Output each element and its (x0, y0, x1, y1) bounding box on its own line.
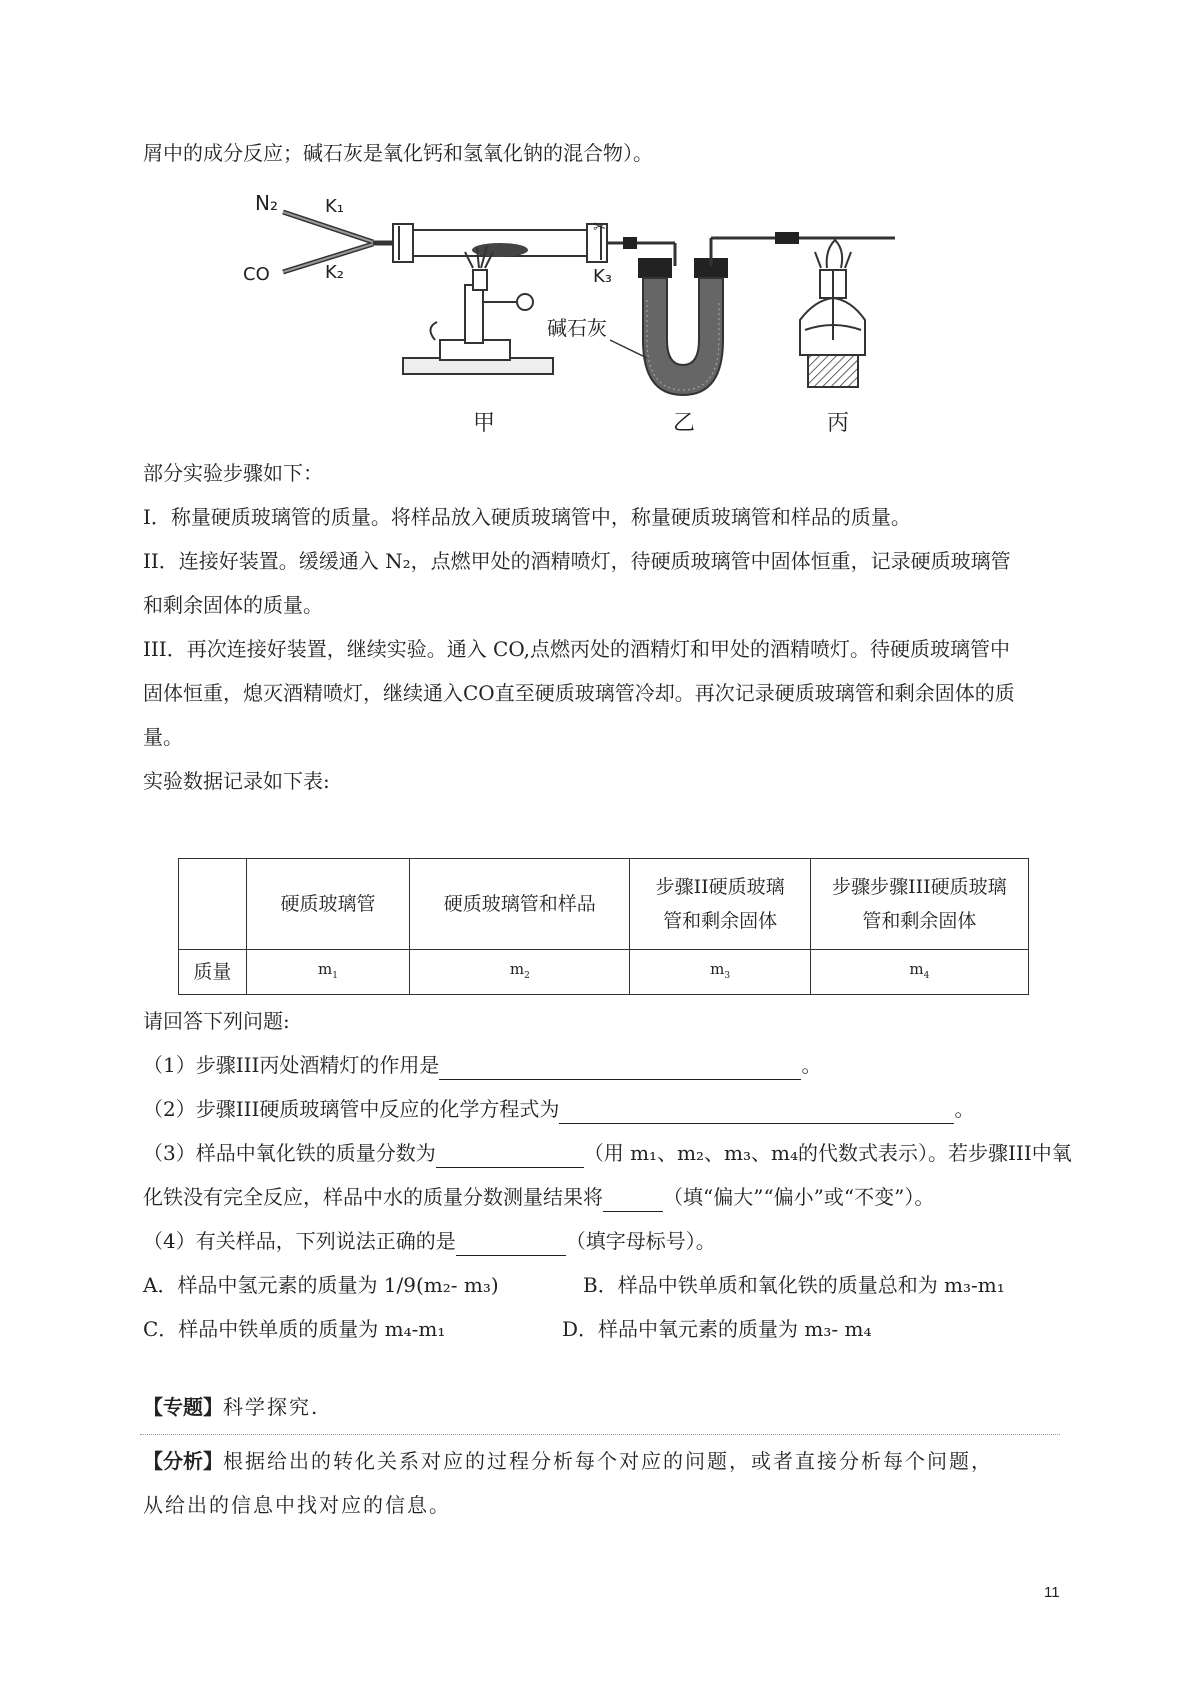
question-4-text: （4）有关样品，下列说法正确的是 (143, 1229, 456, 1253)
option-b: B．样品中铁单质和氧化铁的质量总和为 m₃-m₁ (583, 1273, 1005, 1297)
question-3b-text: 化铁没有完全反应，样品中水的质量分数测量结果将 (143, 1185, 603, 1209)
question-3 (143, 1138, 1072, 1168)
table-header-text: 步骤II硬质玻璃 (655, 876, 785, 898)
answer-blank-3[interactable] (436, 1145, 584, 1168)
question-2-text: （2）步骤III硬质玻璃管中反应的化学方程式为 (143, 1097, 560, 1121)
step-2-line-1: II．连接好装置。缓缓通入 N₂，点燃甲处的酒精喷灯，待硬质玻璃管中固体恒重，记录硬质玻璃管 (143, 549, 1011, 573)
answer-blank-3b[interactable] (603, 1189, 663, 1212)
k3-label: K₃ (593, 266, 613, 287)
question-3-cont (143, 1182, 934, 1212)
question-1-end: 。 (801, 1053, 822, 1077)
blowtorch (403, 246, 553, 374)
co-label: CO (243, 264, 270, 285)
topic-tag: 【专题】 (143, 1395, 223, 1419)
table-header-cell: 硬质玻璃管 (246, 859, 409, 950)
question-4-hint: （填字母标号）。 (565, 1229, 716, 1253)
question-2 (143, 1094, 974, 1124)
table-header-cell (630, 859, 810, 950)
page-number: 11 (1044, 1584, 1060, 1601)
answer-blank-4[interactable] (456, 1233, 566, 1256)
option-a: A．样品中氢元素的质量为 1/9(m₂- m₃) (143, 1273, 499, 1297)
topic-line (143, 1392, 319, 1422)
option-c: C．样品中铁单质的质量为 m₄-m₁ (143, 1317, 446, 1341)
jia-label: 甲 (473, 411, 496, 436)
table-header-cell (810, 859, 1028, 950)
analysis-tag: 【分析】 (143, 1449, 223, 1473)
yi-label: 乙 (673, 411, 696, 436)
question-4 (143, 1226, 716, 1256)
table-row-label: 质量 (179, 950, 247, 995)
step-2-line-2: 和剩余固体的质量。 (143, 593, 323, 617)
data-table (178, 858, 1029, 995)
table-cell-m1: $m_1$ (246, 950, 409, 995)
bing-label: 丙 (827, 411, 850, 436)
u-tube (638, 258, 728, 395)
table-header-text: 管和剩余固体 (663, 910, 778, 932)
table-header-text: 管和剩余固体 (862, 910, 977, 932)
intro-line: 屑中的成分反应；碱石灰是氧化钙和氢氧化钠的混合物）。 (143, 141, 653, 165)
table-row (179, 950, 1029, 995)
answer-blank-1[interactable] (439, 1057, 801, 1080)
question-3-text: （3）样品中氧化铁的质量分数为 (143, 1141, 436, 1165)
table-cell-m4: $m_4$ (810, 950, 1028, 995)
step-3-line-3: 量。 (143, 725, 183, 749)
table-cell-m3: $m_3$ (630, 950, 810, 995)
table-header-text: 步骤步骤III硬质玻璃 (832, 876, 1007, 898)
soda-lime-label: 碱石灰 (547, 316, 607, 340)
k2-label: K₂ (325, 262, 345, 283)
table-cell-m2: $m_2$ (410, 950, 630, 995)
option-d: D．样品中氧元素的质量为 m₃- m₄ (562, 1317, 872, 1341)
table-header-cell (179, 859, 247, 950)
step-3-line-2: 固体恒重，熄灭酒精喷灯，继续通入CO直至硬质玻璃管冷却。再次记录硬质玻璃管和剩余固体的质 (143, 681, 1015, 705)
question-1 (143, 1050, 821, 1080)
n2-label: N₂ (255, 191, 278, 215)
questions-heading: 请回答下列问题: (143, 1009, 290, 1033)
step-3-line-1: III．再次连接好装置，继续实验。通入 CO,点燃丙处的酒精灯和甲处的酒精喷灯。待硬质玻璃管中 (143, 637, 1010, 661)
analysis-line-1 (143, 1446, 993, 1476)
analysis-text: 根据给出的转化关系对应的过程分析每个对应的问题，或者直接分析每个问题， (223, 1449, 993, 1473)
question-2-end: 。 (954, 1097, 975, 1121)
alcohol-lamp (800, 240, 865, 387)
answer-blank-2[interactable] (559, 1101, 954, 1124)
table-header-row (179, 859, 1029, 950)
question-1-text: （1）步骤III丙处酒精灯的作用是 (143, 1053, 440, 1077)
table-header-cell: 硬质玻璃管和样品 (410, 859, 630, 950)
step-1: Ⅰ．称量硬质玻璃管的质量。将样品放入硬质玻璃管中，称量硬质玻璃管和样品的质量。 (143, 505, 911, 529)
question-3-hint: （用 m₁、m₂、m₃、m₄的代数式表示）。若步骤III中氧 (583, 1141, 1072, 1165)
divider (140, 1434, 1060, 1435)
k1-label: K₁ (325, 196, 345, 217)
glass-tube (393, 224, 607, 262)
table-heading: 实验数据记录如下表: (143, 769, 330, 793)
steps-heading: 部分实验步骤如下： (143, 461, 323, 485)
apparatus-figure (243, 190, 955, 490)
analysis-line-2: 从给出的信息中找对应的信息。 (143, 1493, 451, 1517)
question-3b-hint: （填“偏大”“偏小”或“不变”）。 (663, 1185, 935, 1209)
topic-text: 科学探究. (223, 1395, 320, 1419)
clamp-icon: ✂ (593, 217, 607, 236)
